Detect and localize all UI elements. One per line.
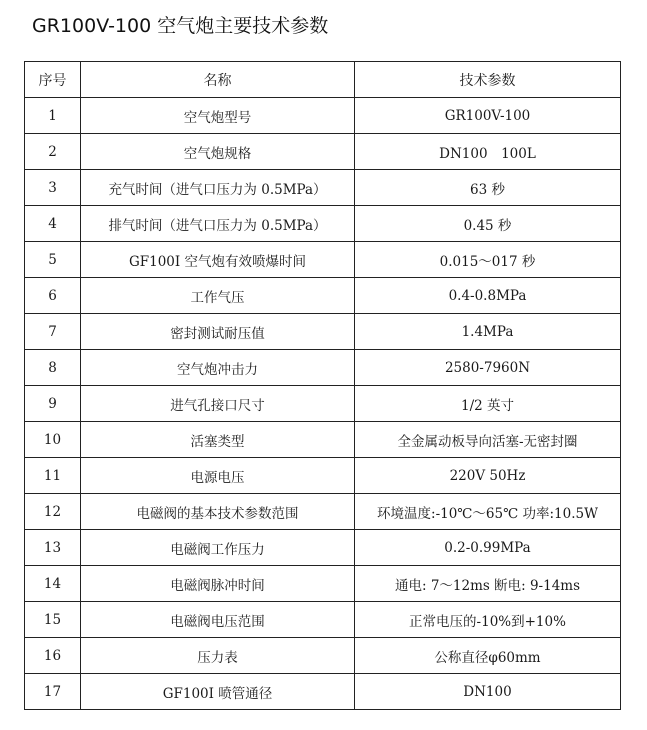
row-index: 13 <box>25 530 81 566</box>
row-index: 4 <box>25 206 81 242</box>
table-row <box>25 314 621 350</box>
row-value: 公称直径φ60mm <box>355 638 621 674</box>
row-index: 7 <box>25 314 81 350</box>
row-index: 9 <box>25 386 81 422</box>
table-row <box>25 458 621 494</box>
row-value: 通电: 7～12ms 断电: 9-14ms <box>355 566 621 602</box>
row-name: 电磁阀脉冲时间 <box>81 566 355 602</box>
row-name: 活塞类型 <box>81 422 355 458</box>
header-value: 技术参数 <box>355 62 621 98</box>
row-index: 8 <box>25 350 81 386</box>
row-value: 0.45 秒 <box>355 206 621 242</box>
row-name: 压力表 <box>81 638 355 674</box>
row-value: 0.4-0.8MPa <box>355 278 621 314</box>
row-index: 6 <box>25 278 81 314</box>
table-row <box>25 242 621 278</box>
row-index: 16 <box>25 638 81 674</box>
table-body <box>25 98 621 710</box>
row-name: 排气时间（进气口压力为 0.5MPa） <box>81 206 355 242</box>
row-name: 空气炮规格 <box>81 134 355 170</box>
row-name: 工作气压 <box>81 278 355 314</box>
row-value: DN100 100L <box>355 134 621 170</box>
row-value: 220V 50Hz <box>355 458 621 494</box>
header-index: 序号 <box>25 62 81 98</box>
table-row <box>25 170 621 206</box>
row-name: 空气炮型号 <box>81 98 355 134</box>
row-index: 5 <box>25 242 81 278</box>
table-row <box>25 566 621 602</box>
row-index: 1 <box>25 98 81 134</box>
table-row <box>25 278 621 314</box>
table-row <box>25 638 621 674</box>
row-value: 正常电压的-10%到+10% <box>355 602 621 638</box>
row-name: 电源电压 <box>81 458 355 494</box>
row-name: 电磁阀工作压力 <box>81 530 355 566</box>
table-row <box>25 674 621 710</box>
row-name: 空气炮冲击力 <box>81 350 355 386</box>
row-value: 0.2-0.99MPa <box>355 530 621 566</box>
row-index: 3 <box>25 170 81 206</box>
row-value: 0.015～017 秒 <box>355 242 621 278</box>
row-index: 14 <box>25 566 81 602</box>
row-name: GF100I 空气炮有效喷爆时间 <box>81 242 355 278</box>
row-value: DN100 <box>355 674 621 710</box>
row-index: 15 <box>25 602 81 638</box>
row-value: 全金属动板导向活塞-无密封圈 <box>355 422 621 458</box>
row-name: GF100I 喷管通径 <box>81 674 355 710</box>
document-title: GR100V-100 空气炮主要技术参数 <box>32 15 329 37</box>
row-name: 充气时间（进气口压力为 0.5MPa） <box>81 170 355 206</box>
row-value: 2580-7960N <box>355 350 621 386</box>
row-name: 电磁阀的基本技术参数范围 <box>81 494 355 530</box>
table-row <box>25 98 621 134</box>
row-value: GR100V-100 <box>355 98 621 134</box>
header-name: 名称 <box>81 62 355 98</box>
table-row <box>25 494 621 530</box>
row-value: 63 秒 <box>355 170 621 206</box>
row-name: 电磁阀电压范围 <box>81 602 355 638</box>
table-row <box>25 602 621 638</box>
table-row <box>25 386 621 422</box>
spec-table <box>24 61 621 710</box>
row-value: 环境温度:-10℃～65℃ 功率:10.5W <box>355 494 621 530</box>
row-index: 2 <box>25 134 81 170</box>
row-index: 17 <box>25 674 81 710</box>
row-name: 进气孔接口尺寸 <box>81 386 355 422</box>
row-index: 10 <box>25 422 81 458</box>
table-row <box>25 530 621 566</box>
row-name: 密封测试耐压值 <box>81 314 355 350</box>
table-row <box>25 422 621 458</box>
table-row <box>25 350 621 386</box>
table-row <box>25 134 621 170</box>
row-index: 11 <box>25 458 81 494</box>
table-row <box>25 206 621 242</box>
row-value: 1/2 英寸 <box>355 386 621 422</box>
row-index: 12 <box>25 494 81 530</box>
table-header-row <box>25 62 621 98</box>
row-value: 1.4MPa <box>355 314 621 350</box>
